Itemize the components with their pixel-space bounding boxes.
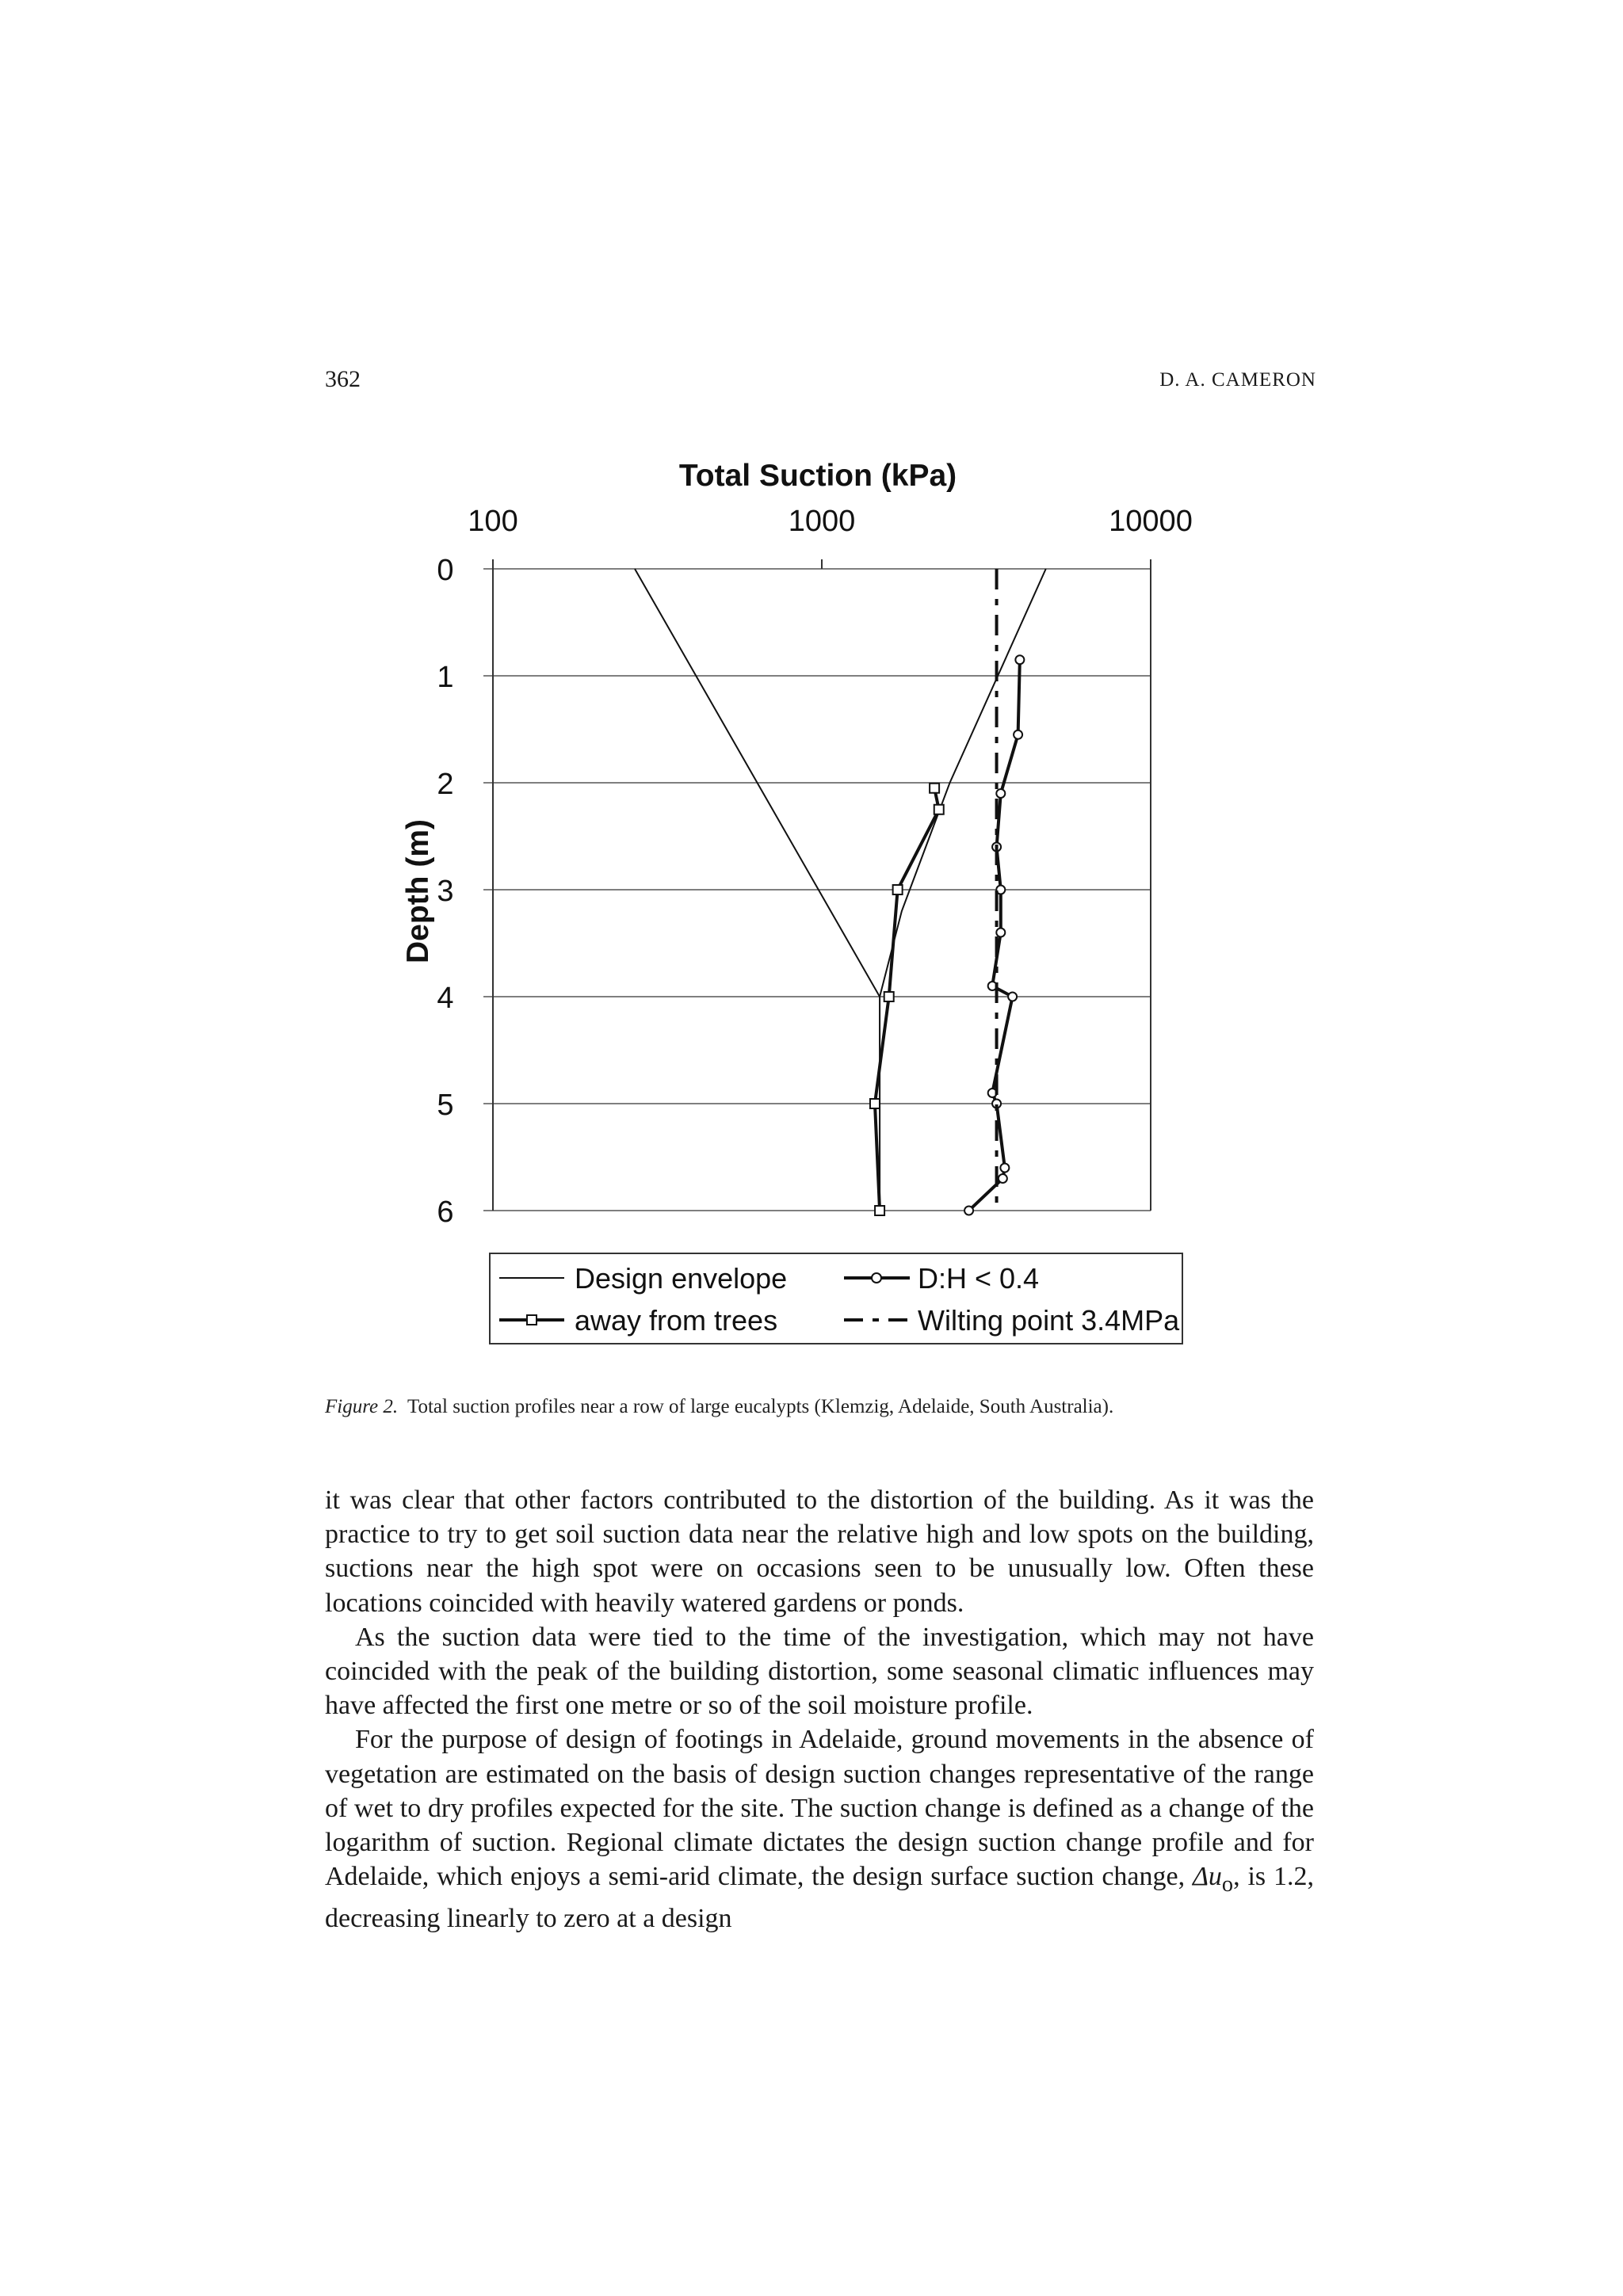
y-tick-label: 3 — [437, 875, 454, 908]
page-number: 362 — [325, 366, 361, 392]
x-tick-label: 1000 — [788, 505, 856, 538]
legend-label-away-from-trees: away from trees — [575, 1304, 778, 1337]
axes — [437, 505, 1192, 1229]
grid-lines — [483, 569, 1151, 1211]
legend-marker-square — [527, 1315, 537, 1325]
x-tick-label: 100 — [468, 505, 518, 538]
data-point-square — [930, 784, 939, 793]
y-tick-label: 5 — [437, 1089, 454, 1122]
paragraph-3 — [325, 1722, 1314, 1936]
data-point-circle — [1000, 1164, 1009, 1173]
data-point-circle — [999, 1174, 1007, 1183]
data-point-circle — [996, 789, 1005, 798]
data-point-circle — [1008, 993, 1017, 1001]
y-tick-label: 1 — [437, 661, 454, 694]
data-point-square — [870, 1099, 880, 1108]
y-tick-label: 4 — [437, 982, 454, 1015]
data-point-square — [934, 805, 944, 814]
data-point-square — [875, 1206, 884, 1215]
body-text — [325, 1483, 1314, 1936]
figure-caption — [325, 1396, 1316, 1418]
legend-marker-circle — [872, 1273, 881, 1283]
legend — [490, 1253, 1182, 1344]
data-point-circle — [1014, 730, 1022, 739]
chart-title: Total Suction (kPa) — [678, 459, 957, 493]
series-d-h-0-4-line — [969, 660, 1020, 1211]
paragraph-2: As the suction data were tied to the time of the investigation, which may not have coincided with the peak of the building distortion, some seasonal climatic influences may have affected the first one metre or so of the soil moisture profile. — [325, 1622, 1314, 1721]
legend-label-design-envelope: Design envelope — [575, 1262, 788, 1295]
data-point-circle — [964, 1207, 973, 1215]
data-point-square — [893, 885, 903, 894]
running-head: D. A. CAMERON — [1159, 369, 1316, 391]
y-tick-label: 0 — [437, 554, 454, 587]
y-axis-label: Depth (m) — [401, 819, 435, 963]
figure-caption-text: Total suction profiles near a row of large eucalypts (Klemzig, Adelaide, South Australia). — [407, 1396, 1114, 1417]
delta-u-subscript: o — [1221, 1872, 1234, 1897]
data-point-square — [884, 992, 894, 1001]
y-tick-label: 6 — [437, 1196, 454, 1229]
legend-label-dh: D:H < 0.4 — [918, 1262, 1040, 1295]
paragraph-1: it was clear that other factors contributed to the distortion of the building. As it was the practice to try to get soil suction data near the relative high and low spots on the building, suctions near the high spot were on occasions seen to be unusually low. Often these locations coincided with heavily watered gardens or ponds. — [325, 1486, 1314, 1618]
x-tick-label: 10000 — [1109, 505, 1193, 538]
delta-u-symbol: Δu — [1192, 1862, 1222, 1892]
paragraph-3-text: For the purpose of design of footings in Adelaide, ground movements in the absence of vegetation are estimated on the basis of design suction changes representative of the range of wet to dry profiles expected for the site. The suction change is defined as a change of the logarithm of suction. Regional climate dictates the design suction change profile and for Adelaide, which enjoys a semi-arid climate, the design surface suction change, — [325, 1725, 1314, 1892]
data-series — [635, 569, 1046, 1215]
data-point-circle — [1015, 655, 1024, 664]
figure-label: Figure 2. — [325, 1396, 399, 1417]
y-tick-label: 2 — [437, 768, 454, 801]
data-point-circle — [996, 929, 1005, 937]
paragraph-3-text-end: , is 1.2, decreasing linearly to zero at a design — [325, 1862, 1314, 1934]
legend-label-wilting-point: Wilting point 3.4MPa — [918, 1304, 1180, 1337]
